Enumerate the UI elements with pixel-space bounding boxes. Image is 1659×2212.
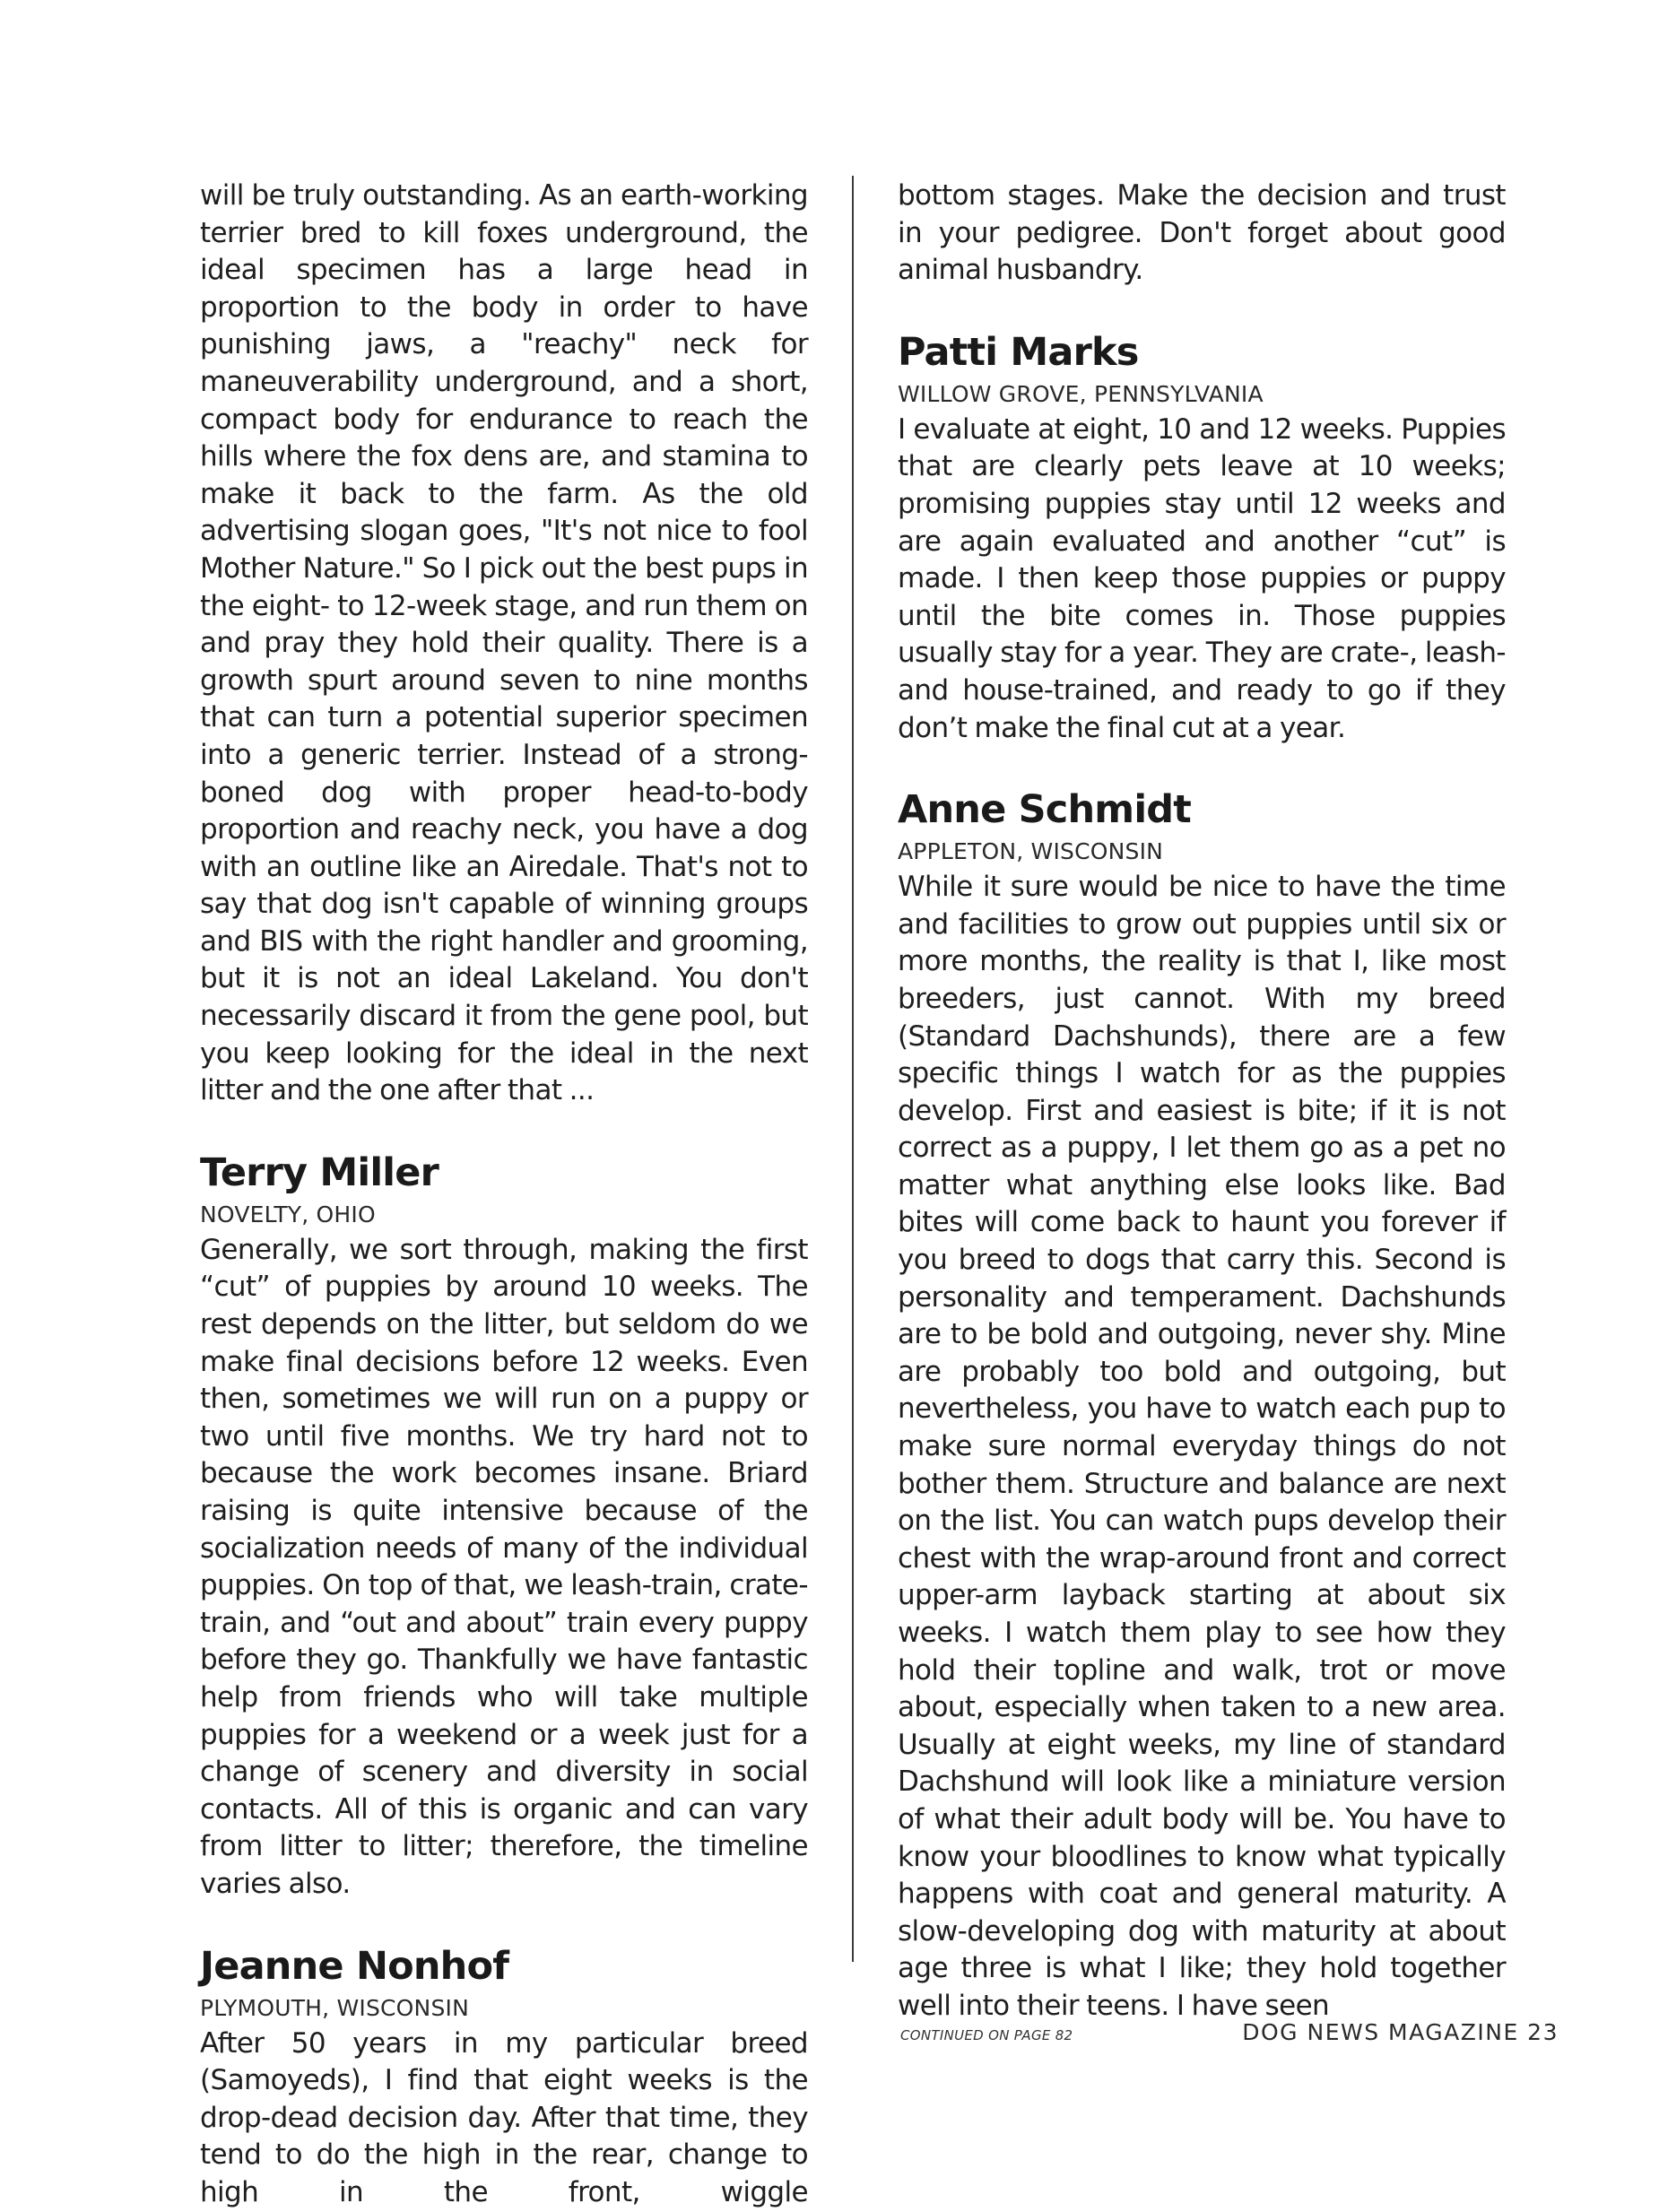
patti-marks-section xyxy=(898,327,1506,747)
column-divider xyxy=(852,176,854,1962)
author-location: APPLETON, WISCONSIN xyxy=(898,838,1164,865)
author-location: PLYMOUTH, WISCONSIN xyxy=(200,1994,470,2021)
terry-miller-section xyxy=(200,1148,808,1904)
author-response: After 50 years in my particular breed (Samoyeds), I find that eight weeks is the drop-dead decision day. After that time, they tend to do the high in the rear, change to high in the front, wiggle xyxy=(200,2026,808,2208)
author-location: WILLOW GROVE, PENNSYLVANIA xyxy=(898,380,1264,407)
author-name: Terry Miller xyxy=(200,1149,439,1195)
author-location: NOVELTY, OHIO xyxy=(200,1201,376,1227)
right-column xyxy=(898,178,1506,2043)
author-name: Anne Schmidt xyxy=(898,787,1191,833)
continuation-paragraph: bottom stages. Make the decision and trust in your pedigree. Don't forget about good animal husbandry. xyxy=(898,179,1506,287)
author-name: Jeanne Nonhof xyxy=(200,1943,509,1989)
author-response: I evaluate at eight, 10 and 12 weeks. Puppies that are clearly pets leave at 10 weeks; promising puppies stay until 12 weeks and are again evaluated and another “cut” is made. I then keep those puppies or puppy until the bite comes in. Those puppies usually stay for a year. They are crate-, leash- and house-trained, and ready to go if they don’t make the final cut at a year. xyxy=(898,412,1506,744)
author-response: While it sure would be nice to have the time and facilities to grow out puppies until six or more months, the reality is that I, like most breeders, just cannot. With my breed (Standard Dachshunds), there are a few specific things I watch for as the puppies develop. First and easiest is bite; if it is not correct as a puppy, I let them go as a pet no matter what anything else looks like. Bad bites will come back to haunt you forever if you breed to dogs that carry this. Second is personality and temperament. Dachshunds are to be bold and outgoing, never shy. Mine are probably too bold and outgoing, but nevertheless, you have to watch each pup to make sure normal everyday things do not bother them. Structure and balance are next on the list. You can watch pups develop their chest with the wrap-around front and correct upper-arm layback starting at about six weeks. I watch them play to see how they hold their topline and walk, trot or move about, especially when taken to a new area. Usually at eight weeks, my line of standard Dachshund will look like a miniature version of what their adult body will be. You have to know your bloodlines to know what typically happens with coat and general maturity. A slow-developing dog with maturity at about age three is what I like; they hold together well into their teens. I have seen xyxy=(898,871,1506,2022)
left-column xyxy=(200,178,808,2212)
author-name: Patti Marks xyxy=(898,329,1139,375)
continued-note: CONTINUED ON PAGE 82 xyxy=(900,2026,1073,2043)
page-footer: DOG NEWS MAGAZINE 23 xyxy=(1242,2019,1559,2045)
continuation-section xyxy=(898,178,1506,290)
jeanne-nonhof-section xyxy=(200,1941,808,2212)
intro-paragraph: will be truly outstanding. As an earth-working terrier bred to kill foxes underground, the ideal specimen has a large head in proportion to the body in order to have punishing jaws, a "reachy" neck for maneuverability underground, and a short, compact body for endurance to reach the hills where the fox dens are, and stamina to make it back to the farm. As the old advertising slogan goes, "It's not nice to fool Mother Nature." So I pick out the best pups in the eight- to 12-week stage, and run them on and pray they hold their quality. There is a growth spurt around seven to nine months that can turn a potential superior specimen into a generic terrier. Instead of a strong-boned dog with proper head-to-body proportion and reachy neck, you have a dog with an outline like an Airedale. That's not to say that dog isn't capable of winning groups and BIS with the right handler and grooming, but it is not an ideal Lakeland. You don't necessarily discard it from the gene pool, but you keep looking for the ideal in the next litter and the one after that ... xyxy=(200,179,808,1107)
intro-section xyxy=(200,178,808,1110)
anne-schmidt-section xyxy=(898,785,1506,2043)
author-response: Generally, we sort through, making the first “cut” of puppies by around 10 weeks. The rest depends on the litter, but seldom do we make final decisions before 12 weeks. Even then, sometimes we will run on a puppy or two until five months. We try hard not to because the work becomes insane. Briard raising is quite intensive because of the socialization needs of many of the individual puppies. On top of that, we leash-train, crate-train, and “out and about” train every puppy before they go. Thankfully we have fantastic help from friends who will take multiple puppies for a weekend or a week just for a change of scenery and diversity in social contacts. All of this is organic and can vary from litter to litter; therefore, the timeline varies also. xyxy=(200,1233,808,1900)
